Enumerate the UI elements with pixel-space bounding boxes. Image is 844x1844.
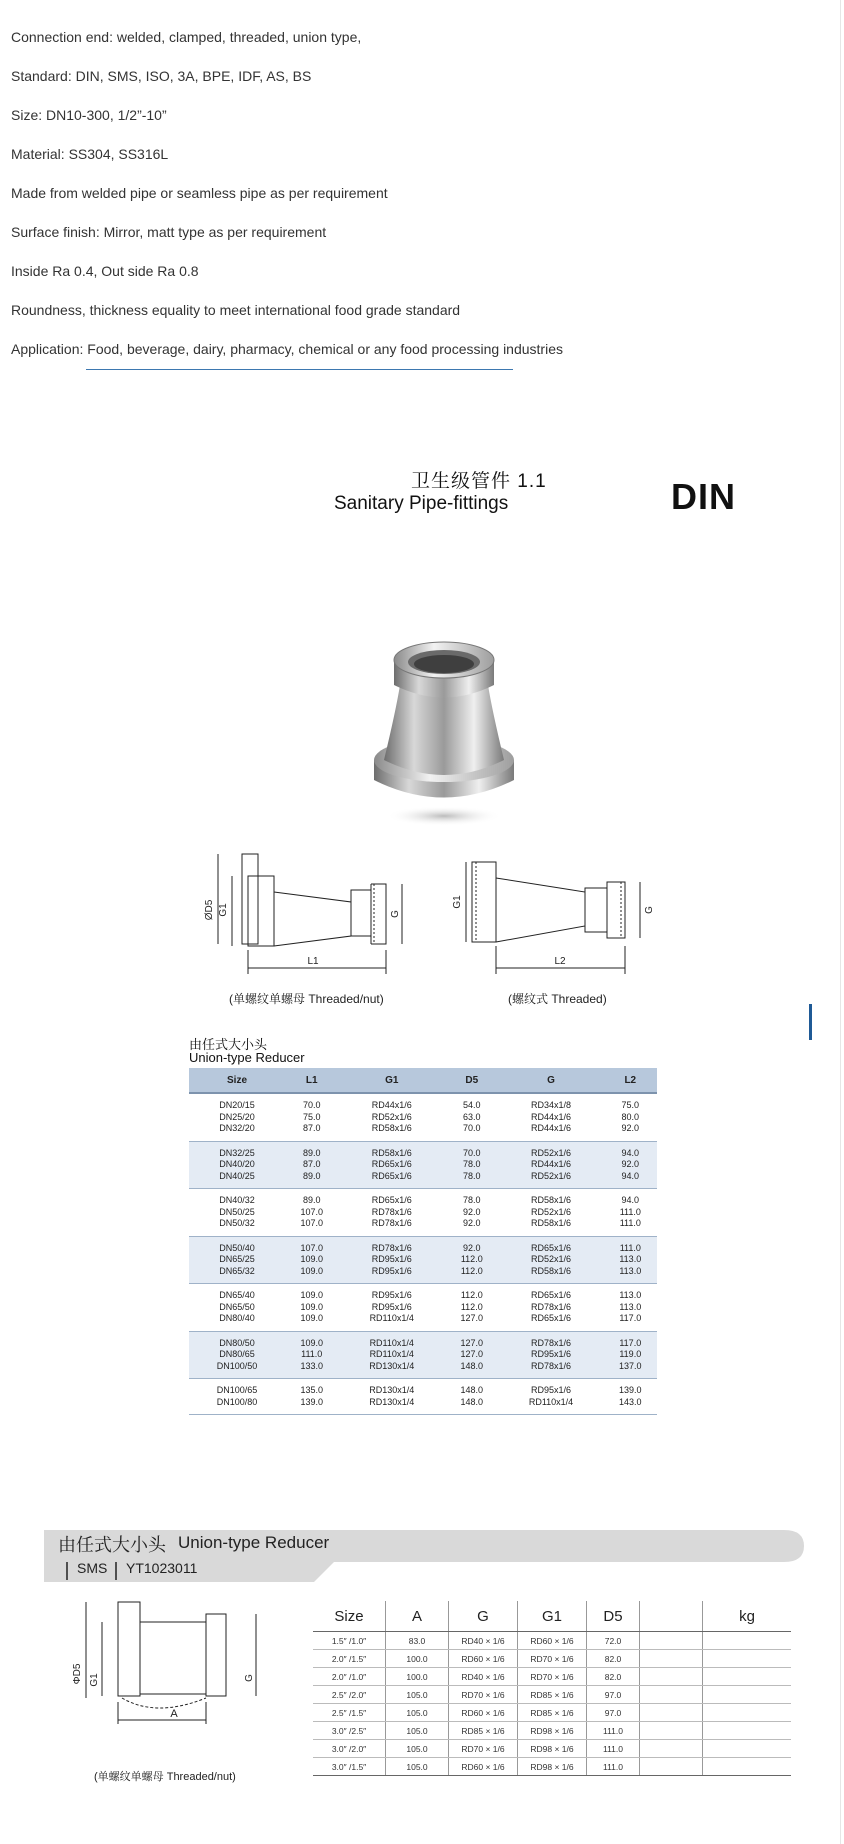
din-cell-d5: 92.0 (463, 1206, 481, 1217)
sms-col-d5: D5 (587, 1601, 640, 1632)
sms-table-header-row (313, 1601, 791, 1632)
sms-cell-g: RD85 × 1/6 (449, 1722, 518, 1740)
sms-cell-g1: RD98 × 1/6 (518, 1740, 587, 1758)
din-cell-l2: 143.0 (604, 1397, 657, 1415)
reducer-photo (360, 640, 530, 830)
din-cell-l2: 111.0 (619, 1218, 641, 1228)
sms-drawing-caption: (单螺纹单螺母 Threaded/nut) (94, 1771, 236, 1783)
din-cell-l2: 94.0 (604, 1171, 657, 1189)
din-cell-l2: 113.0 (619, 1301, 642, 1312)
din-cell-d5: 63.0 (463, 1111, 481, 1122)
din-cell-g: RD52x1/6 (498, 1141, 603, 1159)
din-cell-d5: 54.0 (445, 1093, 498, 1112)
sms-cell-blank (640, 1704, 703, 1722)
din-cell-g: RD52x1/6 (531, 1206, 572, 1217)
din-cell-l1: 89.0 (285, 1189, 338, 1207)
din-cell-d5: 127.0 (445, 1331, 498, 1349)
sms-cell-d5: 97.0 (587, 1704, 640, 1722)
din-cell-l2: 111.0 (604, 1236, 657, 1254)
din-cell-g1: RD130x1/4 (338, 1361, 445, 1379)
sms-col-g1: G1 (518, 1601, 587, 1632)
table-row (313, 1650, 791, 1668)
sms-drawing-label-d5: ΦD5 (72, 1663, 83, 1685)
sms-cell-kg (703, 1758, 792, 1776)
din-cell-size: DN32/25 (189, 1141, 285, 1159)
table-row (313, 1704, 791, 1722)
sms-product-code: YT1023011 (126, 1560, 198, 1576)
din-cell-d5: 112.0 (445, 1266, 498, 1284)
sms-cell-kg (703, 1704, 792, 1722)
table-row (189, 1093, 657, 1112)
din-cell-size: DN25/20 (219, 1111, 255, 1122)
din-table-group (189, 1331, 657, 1379)
sms-cell-blank (640, 1650, 703, 1668)
din-cell-size: DN65/25 (189, 1254, 285, 1266)
sms-cell-g: RD60 × 1/6 (449, 1650, 518, 1668)
sms-cell-kg (703, 1650, 792, 1668)
din-cell-g1: RD65x1/6 (338, 1189, 445, 1207)
spec-material: Material: SS304, SS316L (11, 146, 169, 162)
din-col-g: G (498, 1068, 603, 1093)
sms-cell-a: 105.0 (386, 1722, 449, 1740)
table-row (313, 1632, 791, 1650)
page-right-border (840, 0, 841, 1844)
din-cell-d5: 92.0 (445, 1236, 498, 1254)
sms-cell-a: 100.0 (386, 1650, 449, 1668)
din-cell-l2: 119.0 (604, 1349, 657, 1361)
sms-cell-kg (703, 1632, 792, 1650)
section-divider (86, 369, 513, 370)
din-table-group (189, 1236, 657, 1284)
din-cell-g: RD58x1/6 (498, 1266, 603, 1284)
spec-roughness: Inside Ra 0.4, Out side Ra 0.8 (11, 263, 199, 279)
sms-col-a: A (386, 1601, 449, 1632)
drawing-right-label-g: G (644, 906, 655, 914)
din-cell-l1: 75.0 (302, 1111, 321, 1122)
spec-connection-end: Connection end: welded, clamped, threaded, union type, (11, 29, 362, 45)
din-cell-g: RD78x1/6 (531, 1301, 572, 1312)
sms-cell-blank (640, 1758, 703, 1776)
drawing-left-label-d5: ØD5 (204, 899, 215, 921)
din-cell-size: DN65/40 (189, 1284, 285, 1302)
din-cell-l1: 139.0 (285, 1397, 338, 1415)
din-cell-g1: RD110x1/4 (338, 1331, 445, 1349)
din-cell-l1: 111.0 (285, 1349, 338, 1361)
din-cell-size: DN40/20 (189, 1159, 285, 1171)
din-cell-g1: RD95x1/6 (338, 1266, 445, 1284)
table-row (189, 1266, 657, 1284)
din-cell-d5: 78.0 (445, 1189, 498, 1207)
sms-col-blank (640, 1601, 703, 1632)
din-cell-g1: RD78x1/6 (371, 1218, 412, 1228)
din-cell-size: DN65/32 (189, 1266, 285, 1284)
table-row (189, 1313, 657, 1331)
din-cell-l1: 109.0 (300, 1301, 323, 1312)
din-cell-l2: 117.0 (619, 1313, 642, 1323)
sms-cell-d5: 97.0 (587, 1686, 640, 1704)
sms-cell-g: RD60 × 1/6 (449, 1704, 518, 1722)
sms-cell-size: 2.5″ /2.0″ (313, 1686, 386, 1704)
din-cell-size: DN20/15 (189, 1093, 285, 1112)
din-cell-size: DN40/25 (189, 1171, 285, 1189)
din-cell-g: RD34x1/8 (498, 1093, 603, 1112)
din-cell-d5: 70.0 (445, 1141, 498, 1159)
table-row (313, 1722, 791, 1740)
din-cell-l1: 107.0 (300, 1218, 323, 1228)
din-col-size: Size (189, 1068, 285, 1093)
din-cell-g1: RD65x1/6 (338, 1171, 445, 1189)
table-row (189, 1302, 657, 1314)
din-cell-l2: 92.0 (621, 1123, 640, 1133)
table-row (189, 1379, 657, 1397)
table-row (189, 1236, 657, 1254)
din-cell-d5: 112.0 (460, 1301, 483, 1312)
sms-drawing-label-a: A (170, 1708, 178, 1720)
spec-application: Application: Food, beverage, dairy, pharmacy, chemical or any food processing industries (11, 341, 563, 357)
din-cell-l1: 107.0 (285, 1236, 338, 1254)
sms-cell-g: RD40 × 1/6 (449, 1632, 518, 1650)
catalog-title-en: Sanitary Pipe-fittings (334, 493, 509, 514)
sms-col-kg: kg (703, 1601, 792, 1632)
din-cell-d5: 148.0 (445, 1361, 498, 1379)
din-cell-size: DN80/65 (189, 1349, 285, 1361)
table-row (189, 1141, 657, 1159)
din-cell-size: DN50/25 (219, 1206, 255, 1217)
sms-cell-blank (640, 1686, 703, 1704)
din-cell-g: RD110x1/4 (498, 1397, 603, 1415)
sms-cell-size: 3.0″ /1.5″ (313, 1758, 386, 1776)
sms-cell-g1: RD85 × 1/6 (518, 1704, 587, 1722)
din-cell-l2: 139.0 (604, 1379, 657, 1397)
din-cell-l2: 113.0 (604, 1254, 657, 1266)
table-row (313, 1758, 791, 1776)
din-cell-d5: 127.0 (445, 1349, 498, 1361)
din-cell-size: DN100/50 (189, 1361, 285, 1379)
spec-roundness: Roundness, thickness equality to meet international food grade standard (11, 302, 461, 318)
sms-cell-g1: RD85 × 1/6 (518, 1686, 587, 1704)
din-table-group (189, 1093, 657, 1141)
din-cell-d5: 148.0 (445, 1379, 498, 1397)
sms-cell-d5: 82.0 (587, 1650, 640, 1668)
din-cell-d5: 92.0 (463, 1218, 481, 1228)
din-cell-g1: RD58x1/6 (371, 1123, 412, 1133)
sms-cell-a: 105.0 (386, 1704, 449, 1722)
din-cell-l1: 109.0 (285, 1331, 338, 1349)
din-cell-g1: RD58x1/6 (338, 1141, 445, 1159)
sms-title-en: Union-type Reducer (178, 1533, 330, 1552)
table-row (313, 1668, 791, 1686)
sms-cell-size: 3.0″ /2.5″ (313, 1722, 386, 1740)
sms-cell-d5: 82.0 (587, 1668, 640, 1686)
din-cell-size: DN80/40 (219, 1313, 255, 1323)
spec-size: Size: DN10-300, 1/2”-10” (11, 107, 167, 123)
din-cell-l2: 80.0 (621, 1111, 640, 1122)
din-cell-g: RD65x1/6 (531, 1313, 572, 1323)
din-cell-size: DN40/32 (189, 1189, 285, 1207)
table-row (189, 1123, 657, 1141)
din-cell-g1: RD130x1/4 (338, 1397, 445, 1415)
table-row (189, 1361, 657, 1379)
din-table-group (189, 1141, 657, 1189)
sms-cell-g1: RD60 × 1/6 (518, 1632, 587, 1650)
table-row (189, 1349, 657, 1361)
din-cell-l1: 89.0 (285, 1171, 338, 1189)
din-cell-g: RD95x1/6 (498, 1379, 603, 1397)
din-col-d5: D5 (445, 1068, 498, 1093)
din-cell-g1: RD95x1/6 (371, 1301, 412, 1312)
din-cell-l2: 113.0 (604, 1266, 657, 1284)
din-cell-size: DN80/50 (189, 1331, 285, 1349)
din-cell-d5: 78.0 (445, 1159, 498, 1171)
din-cell-l2: 117.0 (604, 1331, 657, 1349)
din-cell-g: RD44x1/6 (498, 1159, 603, 1171)
sms-cell-g1: RD98 × 1/6 (518, 1722, 587, 1740)
din-cell-size: DN100/65 (189, 1379, 285, 1397)
din-cell-d5: 112.0 (445, 1284, 498, 1302)
din-cell-l1: 89.0 (285, 1141, 338, 1159)
din-cell-d5: 70.0 (463, 1123, 481, 1133)
table-row (189, 1171, 657, 1189)
din-cell-g1: RD44x1/6 (338, 1093, 445, 1112)
table-row (189, 1159, 657, 1171)
sms-cell-g1: RD70 × 1/6 (518, 1668, 587, 1686)
din-cell-size: DN100/80 (189, 1397, 285, 1415)
sms-cell-a: 105.0 (386, 1758, 449, 1776)
din-cell-g: RD52x1/6 (498, 1171, 603, 1189)
sms-cell-a: 83.0 (386, 1632, 449, 1650)
sms-drawing-label-g1: G1 (89, 1673, 100, 1687)
din-cell-d5: 148.0 (445, 1397, 498, 1415)
din-cell-l2: 94.0 (604, 1189, 657, 1207)
din-cell-g: RD78x1/6 (498, 1331, 603, 1349)
drawing-left-label-g: G (390, 910, 401, 918)
din-cell-g: RD44x1/6 (531, 1123, 572, 1133)
table-row (189, 1189, 657, 1207)
table-row (189, 1112, 657, 1124)
sms-reducer-table (313, 1601, 791, 1776)
sms-cell-d5: 111.0 (587, 1758, 640, 1776)
sms-standard-label: SMS (77, 1560, 108, 1576)
sms-cell-size: 2.0″ /1.5″ (313, 1650, 386, 1668)
din-cell-g: RD95x1/6 (498, 1349, 603, 1361)
din-table-title-cn: 由任式大小头 (189, 1037, 268, 1052)
sms-cell-kg (703, 1722, 792, 1740)
table-row (189, 1397, 657, 1415)
din-cell-g: RD65x1/6 (498, 1284, 603, 1302)
table-row (189, 1254, 657, 1266)
din-col-g1: G1 (338, 1068, 445, 1093)
din-cell-g1: RD110x1/4 (338, 1349, 445, 1361)
sms-cell-g: RD70 × 1/6 (449, 1686, 518, 1704)
din-cell-g: RD58x1/6 (531, 1218, 572, 1228)
sms-cell-g: RD70 × 1/6 (449, 1740, 518, 1758)
sms-cell-size: 2.5″ /1.5″ (313, 1704, 386, 1722)
din-cell-l2: 94.0 (604, 1141, 657, 1159)
din-cell-l2: 75.0 (604, 1093, 657, 1112)
drawing-left-caption: (单螺纹单螺母 Threaded/nut) (229, 992, 384, 1006)
din-cell-l2: 137.0 (604, 1361, 657, 1379)
sms-drawing-label-g: G (244, 1674, 255, 1682)
din-cell-l1: 109.0 (285, 1266, 338, 1284)
catalog-title-cn: 卫生级管件 1.1 (411, 471, 547, 492)
table-row (189, 1218, 657, 1236)
drawing-left-label-g1: G1 (218, 903, 229, 917)
spec-surface-finish: Surface finish: Mirror, matt type as per requirement (11, 224, 327, 240)
din-cell-g1: RD78x1/6 (371, 1206, 412, 1217)
din-cell-g1: RD65x1/6 (338, 1159, 445, 1171)
sms-cell-a: 100.0 (386, 1668, 449, 1686)
din-cell-l1: 135.0 (285, 1379, 338, 1397)
drawing-right-label-l2: L2 (554, 956, 566, 967)
drawing-right-caption: (螺纹式 Threaded) (508, 992, 607, 1006)
drawing-threaded (452, 854, 670, 976)
din-cell-l1: 133.0 (285, 1361, 338, 1379)
din-cell-size: DN50/32 (219, 1218, 255, 1228)
sms-cell-d5: 72.0 (587, 1632, 640, 1650)
table-row (189, 1331, 657, 1349)
din-cell-l1: 107.0 (300, 1206, 323, 1217)
din-cell-l1: 109.0 (285, 1254, 338, 1266)
table-row (313, 1740, 791, 1758)
spec-made-from: Made from welded pipe or seamless pipe as per requirement (11, 185, 388, 201)
din-cell-g: RD52x1/6 (498, 1254, 603, 1266)
din-cell-size: DN50/40 (189, 1236, 285, 1254)
sms-cell-kg (703, 1668, 792, 1686)
din-cell-l2: 111.0 (619, 1206, 641, 1217)
sms-cell-a: 105.0 (386, 1740, 449, 1758)
din-table-header-row (189, 1068, 657, 1093)
sms-cell-d5: 111.0 (587, 1722, 640, 1740)
sms-drawing (66, 1598, 276, 1726)
din-reducer-table (189, 1068, 657, 1415)
sms-cell-g1: RD98 × 1/6 (518, 1758, 587, 1776)
sms-cell-size: 1.5″ /1.0″ (313, 1632, 386, 1650)
sms-col-g: G (449, 1601, 518, 1632)
din-cell-size: DN32/20 (219, 1123, 255, 1133)
din-cell-g1: RD95x1/6 (338, 1284, 445, 1302)
sms-cell-size: 2.0″ /1.0″ (313, 1668, 386, 1686)
din-col-l2: L2 (604, 1068, 657, 1093)
sms-cell-kg (703, 1686, 792, 1704)
sms-cell-blank (640, 1668, 703, 1686)
drawing-threaded-nut (196, 850, 416, 976)
sms-cell-blank (640, 1722, 703, 1740)
din-cell-g: RD58x1/6 (498, 1189, 603, 1207)
din-cell-g1: RD130x1/4 (338, 1379, 445, 1397)
table-row (313, 1686, 791, 1704)
spec-list (11, 18, 811, 369)
din-cell-l1: 109.0 (300, 1313, 323, 1323)
sms-cell-g1: RD70 × 1/6 (518, 1650, 587, 1668)
sms-cell-blank (640, 1632, 703, 1650)
din-cell-g1: RD78x1/6 (338, 1236, 445, 1254)
din-cell-l1: 70.0 (285, 1093, 338, 1112)
din-cell-d5: 112.0 (445, 1254, 498, 1266)
catalog-standard-label: DIN (671, 476, 736, 517)
din-cell-g: RD78x1/6 (498, 1361, 603, 1379)
sms-col-size: Size (313, 1601, 386, 1632)
din-cell-g: RD65x1/6 (498, 1236, 603, 1254)
din-cell-d5: 127.0 (460, 1313, 484, 1323)
scroll-indicator[interactable] (809, 1004, 812, 1040)
din-cell-g1: RD95x1/6 (338, 1254, 445, 1266)
din-col-l1: L1 (285, 1068, 338, 1093)
din-cell-l1: 109.0 (285, 1284, 338, 1302)
sms-cell-g: RD60 × 1/6 (449, 1758, 518, 1776)
table-row (189, 1284, 657, 1302)
din-table-group (189, 1379, 657, 1415)
din-cell-g1: RD110x1/4 (369, 1313, 414, 1323)
din-cell-d5: 78.0 (445, 1171, 498, 1189)
drawing-right-label-g1: G1 (452, 895, 463, 909)
sms-cell-kg (703, 1740, 792, 1758)
din-cell-g: RD44x1/6 (531, 1111, 572, 1122)
din-cell-l1: 87.0 (285, 1159, 338, 1171)
table-row (189, 1207, 657, 1219)
sms-cell-g: RD40 × 1/6 (449, 1668, 518, 1686)
din-cell-l1: 87.0 (302, 1123, 321, 1133)
drawing-left-label-l1: L1 (307, 956, 319, 967)
sms-title-cn: 由任式大小头 (58, 1535, 166, 1555)
din-table-title-en: Union-type Reducer (189, 1050, 305, 1065)
din-cell-l2: 113.0 (604, 1284, 657, 1302)
sms-cell-a: 105.0 (386, 1686, 449, 1704)
spec-standard: Standard: DIN, SMS, ISO, 3A, BPE, IDF, AS, BS (11, 68, 312, 84)
din-cell-l2: 92.0 (604, 1159, 657, 1171)
din-table-group (189, 1189, 657, 1237)
sms-cell-size: 3.0″ /2.0″ (313, 1740, 386, 1758)
din-cell-g1: RD52x1/6 (371, 1111, 412, 1122)
din-cell-size: DN65/50 (219, 1301, 255, 1312)
din-table-group (189, 1284, 657, 1332)
sms-cell-d5: 111.0 (587, 1740, 640, 1758)
sms-cell-blank (640, 1740, 703, 1758)
